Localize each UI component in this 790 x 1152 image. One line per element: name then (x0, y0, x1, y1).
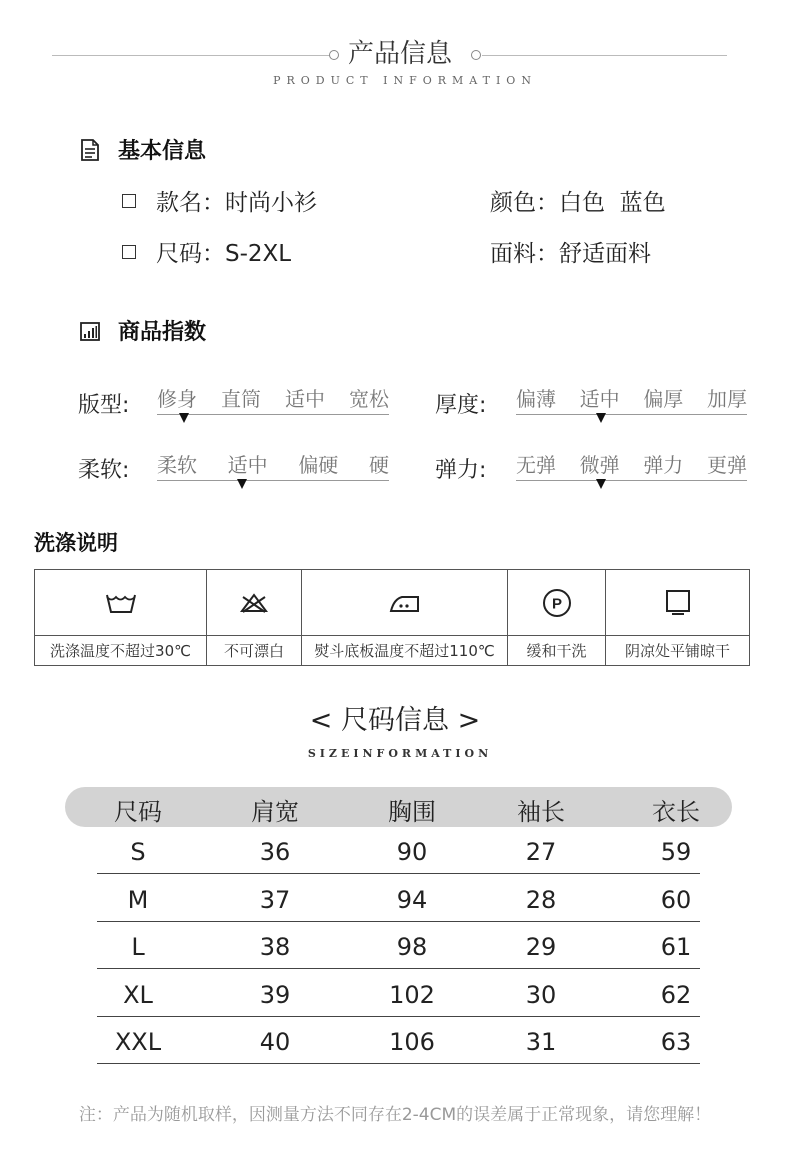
index-label-1: 厚度: (435, 393, 487, 418)
size-header-cell: 肩宽 (251, 798, 299, 826)
index-option: 柔软 (157, 453, 197, 477)
size-cell: 63 (660, 1028, 692, 1056)
index-option: 直筒 (221, 387, 261, 411)
wash-tub-icon (104, 591, 138, 615)
index-track-3 (516, 449, 747, 481)
index-option: 更弹 (706, 453, 747, 477)
size-cell: 90 (396, 838, 428, 866)
dry-clean-letter: P (551, 595, 562, 612)
size-header-cell: 尺码 (114, 798, 162, 826)
info-size (122, 235, 291, 268)
header-dot-right (471, 50, 481, 60)
page-title: 产品信息 (347, 39, 452, 69)
page-subtitle: PRODUCT INFORMATION (273, 74, 537, 87)
index-option: 宽松 (349, 387, 389, 411)
index-option: 偏硬 (298, 453, 339, 477)
size-cell: 59 (660, 838, 692, 866)
index-option: 适中 (285, 387, 325, 411)
index-track-1 (516, 383, 747, 415)
index-option: 弹力 (643, 453, 684, 477)
header-line-left (52, 55, 330, 56)
checkbox-icon (122, 245, 136, 259)
size-cell: L (131, 933, 145, 961)
size-cell: 29 (525, 933, 557, 961)
index-option: 硬 (368, 453, 389, 477)
size-cell: 38 (259, 933, 291, 961)
index-option: 偏厚 (643, 387, 684, 411)
info-color (490, 184, 666, 217)
size-cell: XXL (114, 1028, 162, 1056)
info-style-name (122, 184, 317, 217)
size-section-title: < 尺码信息 > (309, 705, 481, 736)
care-cell-flatdry (606, 570, 749, 665)
index-label-2: 柔软: (78, 458, 130, 483)
size-cell: XL (123, 980, 153, 1009)
index-option: 适中 (227, 453, 268, 477)
size-section-subtitle: SIZEINFORMATION (307, 747, 493, 760)
info-size-text: 尺码：S-2XL (156, 241, 292, 267)
care-table (34, 569, 750, 666)
care-cell-dryclean (508, 570, 606, 665)
index-track-0 (157, 383, 389, 415)
header-dot-left (329, 50, 339, 60)
size-row-divider (97, 968, 700, 969)
basic-info-heading (80, 134, 206, 165)
index-option: 修身 (157, 387, 197, 411)
size-cell: 61 (660, 933, 692, 961)
indices-heading (80, 315, 206, 346)
index-option: 微弹 (579, 453, 620, 477)
document-icon (80, 139, 100, 161)
size-cell: S (130, 838, 146, 866)
index-selected-marker (596, 479, 606, 489)
size-row-divider (97, 1016, 700, 1017)
index-option: 适中 (579, 387, 620, 411)
size-cell: 102 (389, 980, 435, 1009)
care-text-wash: 洗涤温度不超过30℃ (50, 642, 191, 660)
size-cell: 40 (259, 1028, 291, 1056)
no-bleach-icon (238, 592, 270, 614)
index-track-2 (157, 449, 389, 481)
care-heading: 洗涤说明 (34, 531, 118, 555)
care-text-bleach: 不可漂白 (223, 642, 284, 660)
size-header-cell: 袖长 (517, 798, 565, 826)
checkbox-icon (122, 194, 136, 208)
size-cell: 106 (389, 1028, 435, 1056)
size-cell: 27 (525, 838, 557, 866)
index-selected-marker (596, 413, 606, 423)
care-cell-iron (302, 570, 508, 665)
bar-chart-icon (80, 320, 100, 342)
info-fabric-text: 面料：舒适面料 (490, 241, 651, 267)
index-label-3: 弹力: (435, 458, 487, 483)
size-cell: 60 (660, 885, 692, 914)
size-cell: 31 (525, 1028, 557, 1056)
size-cell: 94 (396, 885, 428, 914)
measurement-note: 注：产品为随机取样，因测量方法不同存在2-4CM的误差属于正常现象，请您理解！ (78, 1105, 712, 1125)
size-cell: 39 (259, 980, 291, 1009)
care-text-iron: 熨斗底板温度不超过110℃ (314, 642, 495, 660)
care-text-dryclean: 缓和干洗 (526, 642, 587, 660)
info-fabric (490, 235, 651, 268)
info-style-name-text: 款名：时尚小衫 (156, 190, 317, 216)
size-row-divider (97, 921, 700, 922)
care-cell-bleach (207, 570, 302, 665)
index-option: 偏薄 (516, 387, 556, 411)
index-option: 加厚 (706, 387, 747, 411)
size-cell: 36 (259, 838, 291, 866)
info-color-text: 颜色：白色 蓝色 (490, 190, 666, 216)
size-cell: 28 (525, 885, 557, 914)
size-header-cell: 胸围 (388, 798, 436, 826)
basic-info-heading-text: 基本信息 (118, 139, 207, 164)
index-option: 无弹 (516, 453, 556, 477)
care-cell-wash (35, 570, 207, 665)
size-row-divider (97, 1063, 700, 1064)
size-cell: 37 (259, 885, 291, 914)
index-selected-marker (237, 479, 247, 489)
flat-dry-icon (665, 589, 691, 617)
index-label-0: 版型: (78, 393, 130, 418)
size-header-cell: 衣长 (652, 798, 700, 826)
iron-icon (388, 591, 422, 615)
indices-heading-text: 商品指数 (118, 320, 207, 345)
care-text-flatdry: 阴凉处平铺晾干 (624, 642, 730, 660)
size-cell: 30 (525, 980, 557, 1009)
header-line-right (482, 55, 727, 56)
dry-clean-p-icon (542, 588, 572, 618)
size-cell: 62 (660, 980, 692, 1009)
size-cell: 98 (396, 933, 428, 961)
index-selected-marker (179, 413, 189, 423)
size-row-divider (97, 873, 700, 874)
size-cell: M (127, 885, 149, 914)
